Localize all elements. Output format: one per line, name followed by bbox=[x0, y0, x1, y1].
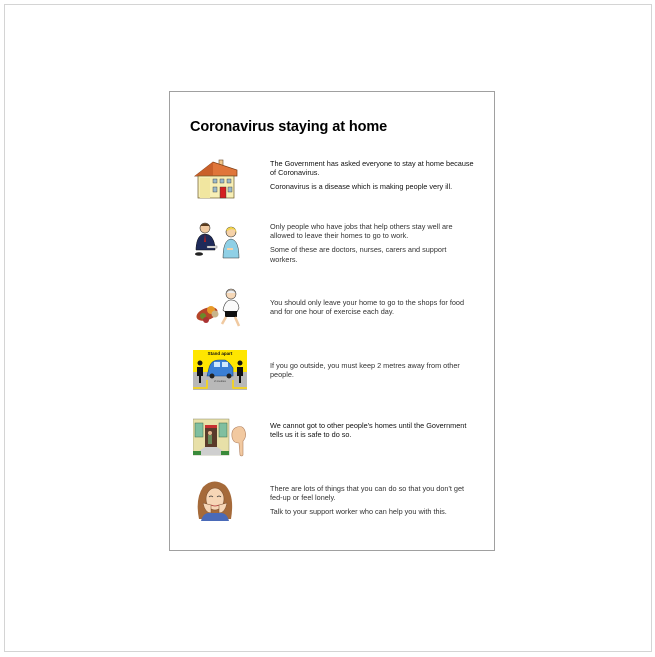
house-icon bbox=[193, 158, 239, 200]
document-page bbox=[169, 91, 495, 551]
paragraph: You should only leave your home to go to the shops for food and for one hour of exercise each day. bbox=[270, 298, 465, 317]
paragraph: If you go outside, you must keep 2 metres away from other people. bbox=[270, 361, 460, 380]
paragraph: Talk to your support worker who can help you with this. bbox=[270, 507, 447, 517]
paragraph: Some of these are doctors, nurses, carers and support workers. bbox=[270, 245, 447, 264]
no-visiting-icon bbox=[193, 417, 249, 459]
paragraph: Only people who have jobs that help others stay well are allowed to leave their homes to go to work. bbox=[270, 222, 453, 241]
paragraph: Coronavirus is a disease which is making people very ill. bbox=[270, 182, 453, 192]
stand-apart-label: Stand apart bbox=[207, 351, 233, 356]
paragraph: The Government has asked everyone to stay at home because of Coronavirus. bbox=[270, 159, 474, 178]
paragraph: We cannot got to other people's homes until the Government tells us it is safe to do so. bbox=[270, 421, 467, 440]
stand-apart-icon bbox=[193, 350, 247, 390]
page-title: Coronavirus staying at home bbox=[190, 119, 388, 135]
key-workers-icon bbox=[193, 220, 243, 260]
paragraph: There are lots of things that you can do so that you don't get fed-up or feel lonely. bbox=[270, 484, 465, 503]
section-text bbox=[270, 484, 475, 522]
shopping-exercise-icon bbox=[193, 286, 245, 330]
section-text bbox=[270, 159, 475, 197]
section-text bbox=[270, 222, 475, 269]
section-text bbox=[270, 361, 475, 384]
section-text bbox=[270, 298, 475, 321]
section-text bbox=[270, 421, 475, 444]
distance-label: 2 metres bbox=[214, 379, 226, 383]
lonely-woman-icon bbox=[193, 479, 237, 521]
